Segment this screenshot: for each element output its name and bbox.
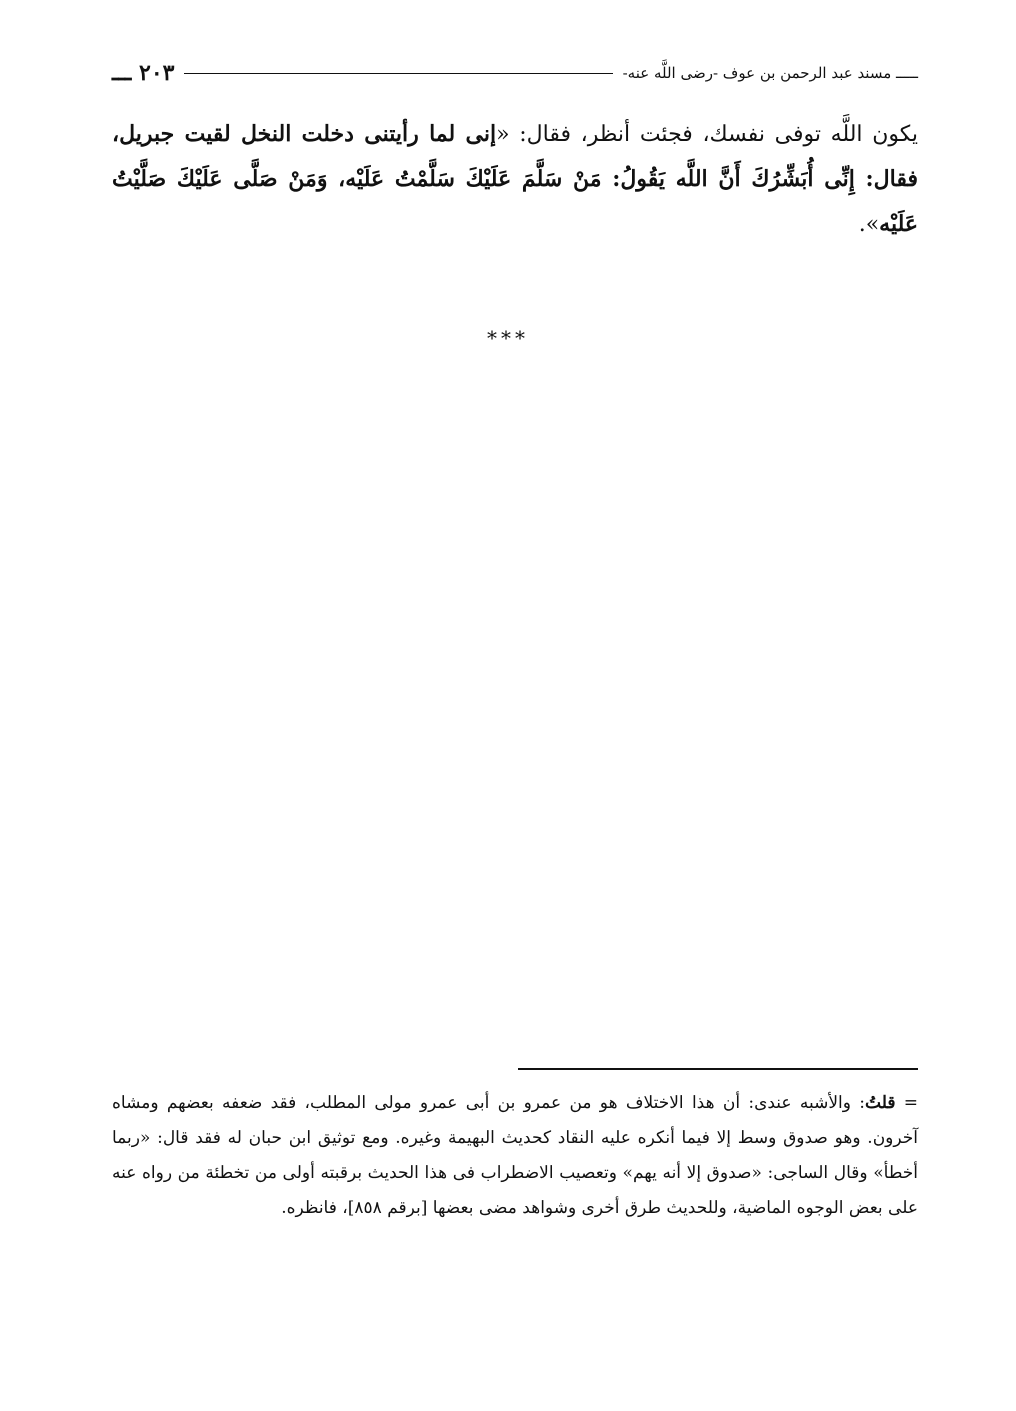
footnote-marker: = [903,1093,919,1113]
header-rule [184,73,612,74]
main-paragraph [112,112,918,247]
footnote-text: : والأشبه عندى: أن هذا الاختلاف هو من عمرو بن أبى عمرو مولى المطلب، فقد ضعفه بعضهم ومشاه آخرون. وهو صدوق وسط إلا فيما أنكره عليه النقاد كحديث البهيمة وغيره. ومع توثيق ابن حبان له فقد قال: «ربما أخطأ» وقال الساجى: «صدوق إلا أنه يهم» وتعصيب الاضطراب فى هذا الحديث برقبته أولى من تخطئة من رواه عنه على بعض الوجوه الماضية، وللحديث طرق أخرى وشواهد مضى بعضها [برقم ٨٥٨]، فانظره. [112,1093,918,1218]
footnote-rule [518,1068,918,1070]
section-separator: *** [487,326,529,350]
main-text-end: ». [858,212,880,237]
footnote [112,1086,918,1226]
main-text-plain: يكون اللَّه توفى نفسك، فجئت أنظر، فقال: « [496,122,919,147]
page-header [112,58,918,88]
hadith-text: إنى لما رأيتنى دخلت النخل لقيت جبريل، فقال: إِنِّى أُبَشِّرُكَ أَنَّ اللَّه يَقُولُ: مَنْ سَلَّمَ عَلَيْكَ سَلَّمْتُ عَلَيْه، وَمَنْ صَلَّى عَلَيْكَ صَلَّيْتُ عَلَيْه [112,121,918,237]
footnote-label: قلتُ [865,1093,896,1113]
running-title: ـــــ مسند عبد الرحمن بن عوف -رضى اللَّه عنه- [622,64,918,82]
page-number: ٢٠٣ ـــ [112,60,175,86]
